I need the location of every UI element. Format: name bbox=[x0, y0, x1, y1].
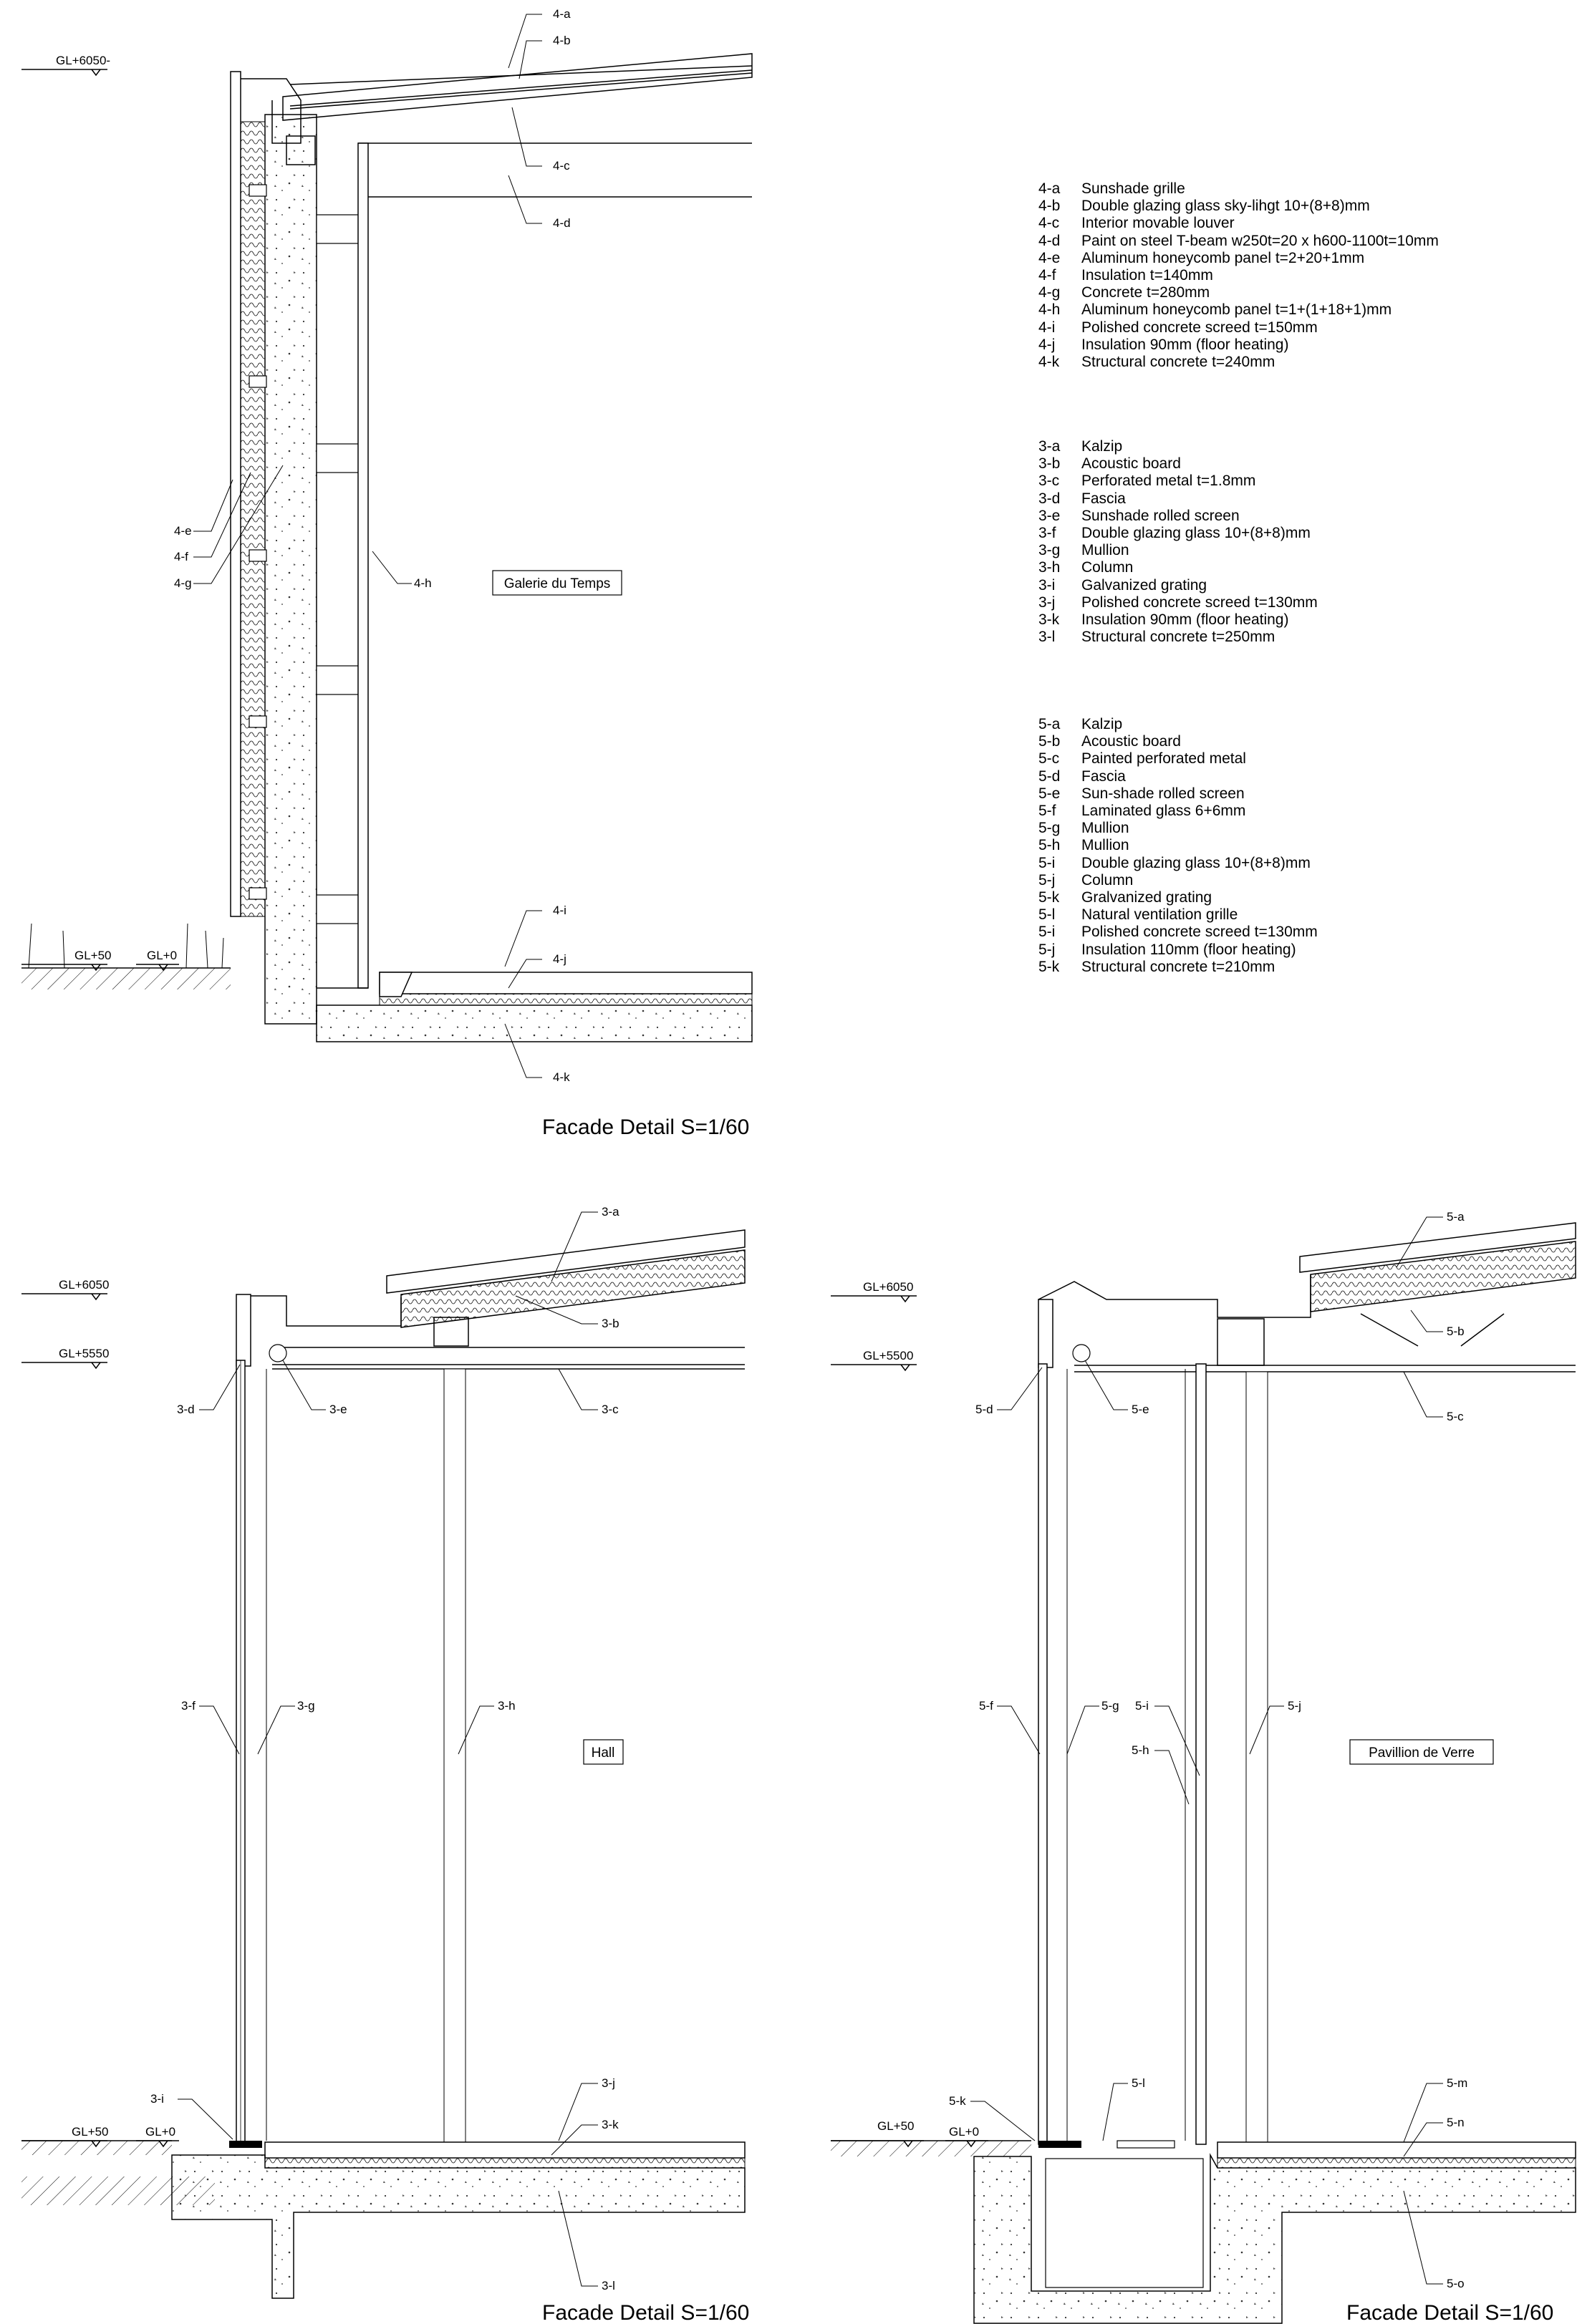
legend-row bbox=[1038, 924, 1318, 941]
legend-text: Natural ventilation grille bbox=[1081, 906, 1238, 924]
legend-code: 4-a bbox=[1038, 180, 1061, 197]
legend-row bbox=[1038, 542, 1318, 559]
detail-3-fascia bbox=[236, 1294, 251, 1366]
legend-text: Mullion bbox=[1081, 820, 1129, 837]
detail-3-ground bbox=[21, 2141, 172, 2155]
detail-4-grass bbox=[29, 924, 223, 968]
legend-row bbox=[1038, 198, 1439, 215]
legend-row bbox=[1038, 455, 1318, 473]
detail-4-level-top: GL+6050- bbox=[56, 54, 111, 67]
legend-code: 4-g bbox=[1038, 284, 1061, 301]
legend-text: Structural concrete t=210mm bbox=[1081, 958, 1275, 975]
detail-4-screed bbox=[380, 972, 752, 994]
callout-3-l: 3-l bbox=[602, 2279, 615, 2292]
legend-row bbox=[1038, 820, 1318, 837]
legend-text: Structural concrete t=240mm bbox=[1081, 354, 1275, 371]
callout-3-g: 3-g bbox=[297, 1699, 315, 1713]
legend-row bbox=[1038, 354, 1439, 371]
legend-row bbox=[1038, 301, 1439, 319]
legend-code: 5-f bbox=[1038, 803, 1056, 820]
legend-text: Perforated metal t=1.8mm bbox=[1081, 473, 1256, 490]
legend-row bbox=[1038, 438, 1318, 455]
legend-row bbox=[1038, 837, 1318, 854]
legend-text: Acoustic board bbox=[1081, 455, 1181, 473]
legend-code: 5-g bbox=[1038, 820, 1061, 837]
detail-4 bbox=[21, 7, 752, 1139]
legend-code: 3-b bbox=[1038, 455, 1061, 473]
detail-3-level-gl50: GL+50 bbox=[72, 2125, 109, 2139]
legend-text: Polished concrete screed t=150mm bbox=[1081, 319, 1318, 336]
detail-5-roof bbox=[1038, 1223, 1576, 1372]
legend-text: Interior movable louver bbox=[1081, 215, 1235, 232]
callout-3-d: 3-d bbox=[177, 1403, 195, 1416]
callout-3-e: 3-e bbox=[329, 1403, 347, 1416]
legend-text: Galvanized grating bbox=[1081, 576, 1207, 594]
legend-row bbox=[1038, 768, 1318, 785]
legend-text: Double glazing glass sky-lihgt 10+(8+8)mm bbox=[1081, 198, 1370, 215]
detail-3-level-marks bbox=[21, 1294, 179, 2146]
legend-row bbox=[1038, 855, 1318, 872]
legend-code: 3-i bbox=[1038, 576, 1056, 594]
callout-5-e: 5-e bbox=[1132, 1403, 1149, 1416]
callout-5-a: 5-a bbox=[1447, 1210, 1465, 1224]
legend-code: 4-f bbox=[1038, 267, 1056, 284]
legend-text: Fascia bbox=[1081, 490, 1126, 507]
legend-row bbox=[1038, 750, 1318, 768]
legend-row bbox=[1038, 180, 1439, 198]
legend-row bbox=[1038, 233, 1439, 250]
legend-row bbox=[1038, 906, 1318, 924]
callout-5-d: 5-d bbox=[975, 1403, 993, 1416]
callout-5-f: 5-f bbox=[979, 1699, 993, 1713]
callout-3-i: 3-i bbox=[150, 2092, 164, 2106]
callout-3-b: 3-b bbox=[602, 1317, 619, 1330]
legend-code: 5-l bbox=[1038, 906, 1056, 924]
legend-text: Double glazing glass 10+(8+8)mm bbox=[1081, 525, 1311, 542]
detail-5-glazing-inner bbox=[1196, 1364, 1206, 2144]
detail-5-fascia bbox=[1038, 1299, 1053, 1367]
detail-3-room-label: Hall bbox=[591, 1746, 615, 1761]
legend-text: Column bbox=[1081, 871, 1134, 889]
legend-text: Polished concrete screed t=130mm bbox=[1081, 594, 1318, 611]
detail-3-level-mid: GL+5550 bbox=[59, 1347, 110, 1360]
legend-code: 3-e bbox=[1038, 507, 1061, 524]
legend-text: Insulation 90mm (floor heating) bbox=[1081, 336, 1289, 353]
callout-5-l: 5-l bbox=[1132, 2076, 1145, 2090]
detail-5-floor-insulation bbox=[1217, 2158, 1576, 2168]
callout-4-h: 4-h bbox=[414, 576, 432, 590]
detail-4-wall bbox=[265, 115, 317, 1024]
legend-code: 5-h bbox=[1038, 837, 1061, 854]
detail-3-grating bbox=[229, 2141, 262, 2148]
callout-4-b: 4-b bbox=[553, 34, 571, 47]
legend-row bbox=[1038, 250, 1439, 267]
legend-code: 5-e bbox=[1038, 785, 1061, 802]
legend-text: Laminated glass 6+6mm bbox=[1081, 803, 1246, 820]
legend-text: Insulation t=140mm bbox=[1081, 267, 1213, 284]
legend-code: 3-k bbox=[1038, 611, 1060, 629]
callout-3-j: 3-j bbox=[602, 2076, 615, 2090]
legend-code: 5-k bbox=[1038, 889, 1060, 906]
legend-text: Polished concrete screed t=130mm bbox=[1081, 924, 1318, 941]
callout-5-m: 5-m bbox=[1447, 2076, 1468, 2090]
legend-code: 3-h bbox=[1038, 559, 1061, 576]
legend-row bbox=[1038, 284, 1439, 301]
detail-4-slab bbox=[317, 1005, 752, 1042]
legend-row bbox=[1038, 716, 1318, 733]
detail-3-floor-insulation bbox=[265, 2158, 745, 2168]
legend-code: 4-j bbox=[1038, 336, 1056, 353]
legend-code: 5-b bbox=[1038, 733, 1061, 750]
detail-4-level-gl0: GL+0 bbox=[147, 949, 178, 962]
legend-text: Mullion bbox=[1081, 542, 1129, 559]
legend-row bbox=[1038, 629, 1318, 646]
detail-5-level-gl50: GL+50 bbox=[877, 2119, 915, 2133]
legend-code: 3-c bbox=[1038, 473, 1060, 490]
legend-row bbox=[1038, 733, 1318, 750]
detail-3-screen-roll bbox=[269, 1345, 286, 1362]
legend-text: Structural concrete t=250mm bbox=[1081, 629, 1275, 646]
detail-3-level-top: GL+6050 bbox=[59, 1278, 110, 1292]
legend-row bbox=[1038, 559, 1318, 576]
legend-text: Double glazing glass 10+(8+8)mm bbox=[1081, 854, 1311, 871]
legend-text: Kalzip bbox=[1081, 438, 1123, 455]
legend-text: Painted perforated metal bbox=[1081, 750, 1246, 768]
legend-code: 3-d bbox=[1038, 490, 1061, 507]
callout-5-g: 5-g bbox=[1101, 1699, 1119, 1713]
callout-5-k: 5-k bbox=[949, 2094, 966, 2108]
legend-text: Sunshade rolled screen bbox=[1081, 507, 1240, 524]
legend-text: Aluminum honeycomb panel t=2+20+1mm bbox=[1081, 249, 1365, 266]
legend-code: 5-j bbox=[1038, 941, 1056, 958]
legend-code: 5-i bbox=[1038, 924, 1056, 941]
callout-4-d: 4-d bbox=[553, 216, 571, 230]
callout-3-k: 3-k bbox=[602, 2118, 619, 2131]
detail-3-screed bbox=[265, 2142, 745, 2158]
callout-5-c: 5-c bbox=[1447, 1410, 1464, 1423]
legend-code: 3-a bbox=[1038, 438, 1061, 455]
callout-4-a: 4-a bbox=[553, 7, 571, 21]
legend-code: 3-l bbox=[1038, 629, 1056, 646]
legend-row bbox=[1038, 959, 1318, 976]
legend-detail-4 bbox=[1038, 180, 1439, 371]
legend-code: 4-e bbox=[1038, 249, 1061, 266]
callout-5-n: 5-n bbox=[1447, 2116, 1465, 2129]
callout-5-j: 5-j bbox=[1288, 1699, 1301, 1713]
detail-4-title: Facade Detail S=1/60 bbox=[542, 1115, 750, 1139]
detail-3-slab bbox=[172, 2155, 745, 2298]
detail-4-ground bbox=[21, 968, 231, 989]
legend-row bbox=[1038, 267, 1439, 284]
legend-code: 4-b bbox=[1038, 198, 1061, 215]
detail-5-level-gl0: GL+0 bbox=[949, 2125, 980, 2139]
legend-row bbox=[1038, 889, 1318, 906]
legend-row bbox=[1038, 785, 1318, 803]
callout-5-o: 5-o bbox=[1447, 2277, 1465, 2290]
legend-code: 4-c bbox=[1038, 215, 1060, 232]
legend-code: 4-i bbox=[1038, 319, 1056, 336]
detail-3-level-gl0: GL+0 bbox=[145, 2125, 176, 2139]
detail-5-level-top: GL+6050 bbox=[863, 1280, 914, 1294]
detail-5-screed bbox=[1217, 2142, 1576, 2158]
legend-row bbox=[1038, 490, 1318, 508]
legend-row bbox=[1038, 473, 1318, 490]
legend-code: 5-i bbox=[1038, 854, 1056, 871]
legend-code: 4-h bbox=[1038, 301, 1061, 319]
detail-4-interior-panel bbox=[358, 143, 368, 988]
legend-row bbox=[1038, 215, 1439, 232]
detail-4-room-label: Galerie du Temps bbox=[503, 576, 611, 591]
legend-row bbox=[1038, 525, 1318, 542]
legend-code: 5-k bbox=[1038, 958, 1060, 975]
legend-row bbox=[1038, 319, 1439, 337]
detail-3-roof bbox=[236, 1230, 745, 1369]
legend-detail-3 bbox=[1038, 438, 1318, 646]
legend-text: Paint on steel T-beam w250t=20 x h600-1100t=10mm bbox=[1081, 232, 1439, 249]
callout-3-a: 3-a bbox=[602, 1205, 619, 1219]
legend-code: 5-j bbox=[1038, 871, 1056, 889]
legend-text: Sun-shade rolled screen bbox=[1081, 785, 1245, 802]
legend-row bbox=[1038, 611, 1318, 629]
callout-4-k: 4-k bbox=[553, 1070, 570, 1084]
legend-row bbox=[1038, 803, 1318, 820]
legend-code: 3-g bbox=[1038, 542, 1061, 559]
legend-row bbox=[1038, 508, 1318, 525]
callout-5-i: 5-i bbox=[1135, 1699, 1149, 1713]
legend-code: 4-d bbox=[1038, 232, 1061, 249]
legend-text: Gralvanized grating bbox=[1081, 889, 1212, 906]
detail-4-level-marks bbox=[21, 69, 179, 970]
callout-4-i: 4-i bbox=[553, 904, 566, 917]
legend-code: 5-a bbox=[1038, 716, 1061, 732]
legend-text: Mullion bbox=[1081, 837, 1129, 854]
legend-row bbox=[1038, 594, 1318, 611]
legend-code: 5-d bbox=[1038, 768, 1061, 785]
callout-4-e: 4-e bbox=[174, 524, 192, 538]
callout-3-f: 3-f bbox=[181, 1699, 196, 1713]
legend-text: Insulation 110mm (floor heating) bbox=[1081, 941, 1296, 958]
legend-code: 3-j bbox=[1038, 594, 1056, 611]
detail-5-level-marks bbox=[831, 1296, 988, 2146]
detail-3-column bbox=[444, 1369, 466, 2142]
legend-code: 4-k bbox=[1038, 354, 1060, 371]
legend-row bbox=[1038, 577, 1318, 594]
callout-4-g: 4-g bbox=[174, 576, 192, 590]
legend-text: Sunshade grille bbox=[1081, 180, 1185, 197]
legend-code: 3-f bbox=[1038, 525, 1056, 542]
legend-text: Insulation 90mm (floor heating) bbox=[1081, 611, 1289, 629]
legend-text: Acoustic board bbox=[1081, 733, 1181, 750]
detail-5-pit bbox=[1046, 2159, 1203, 2287]
legend-text: Fascia bbox=[1081, 768, 1126, 785]
legend-text: Kalzip bbox=[1081, 716, 1123, 732]
detail-5-screen-roll bbox=[1073, 1345, 1090, 1362]
detail-5-title: Facade Detail S=1/60 bbox=[1346, 2301, 1554, 2324]
detail-5-level-mid: GL+5500 bbox=[863, 1349, 914, 1362]
callout-4-c: 4-c bbox=[553, 159, 570, 173]
detail-4-floor-insulation bbox=[380, 994, 752, 1005]
callout-4-j: 4-j bbox=[553, 952, 566, 966]
detail-5-vent-grille bbox=[1117, 2141, 1175, 2148]
callout-3-c: 3-c bbox=[602, 1403, 619, 1416]
callout-5-b: 5-b bbox=[1447, 1325, 1465, 1338]
callout-3-h: 3-h bbox=[498, 1699, 516, 1713]
detail-4-insulation bbox=[241, 122, 265, 916]
callout-4-f: 4-f bbox=[174, 550, 188, 563]
legend-text: Column bbox=[1081, 559, 1134, 576]
legend-text: Aluminum honeycomb panel t=1+(1+18+1)mm bbox=[1081, 301, 1392, 319]
legend-code: 5-c bbox=[1038, 750, 1060, 768]
detail-5-grating bbox=[1038, 2141, 1081, 2148]
legend-text: Concrete t=280mm bbox=[1081, 284, 1210, 301]
detail-5-column bbox=[1246, 1372, 1268, 2142]
detail-4-cladding bbox=[231, 72, 241, 916]
detail-5 bbox=[831, 1210, 1576, 2324]
legend-row bbox=[1038, 941, 1318, 959]
detail-5-ground bbox=[831, 2141, 1031, 2156]
detail-4-level-gl50: GL+50 bbox=[74, 949, 112, 962]
legend-detail-5 bbox=[1038, 716, 1318, 976]
callout-5-h: 5-h bbox=[1132, 1743, 1149, 1757]
legend-row bbox=[1038, 872, 1318, 889]
detail-5-room-label: Pavillion de Verre bbox=[1369, 1746, 1475, 1761]
detail-3-title: Facade Detail S=1/60 bbox=[542, 2301, 750, 2324]
detail-3 bbox=[21, 1205, 749, 2324]
legend-row bbox=[1038, 337, 1439, 354]
